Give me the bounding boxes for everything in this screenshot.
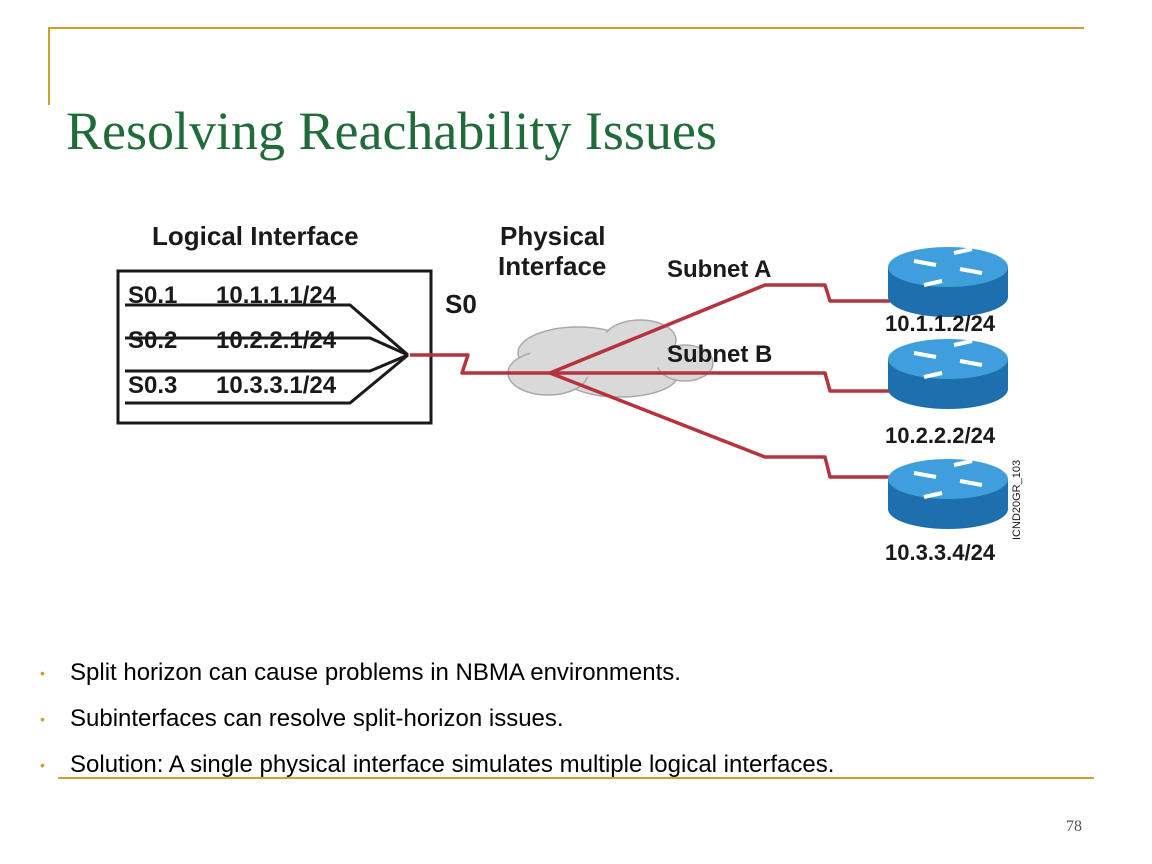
bullet-list [40, 650, 1100, 788]
figure-code: ICND20GR_103 [1011, 459, 1023, 540]
router-icon [888, 339, 1008, 409]
page-number: 78 [1066, 818, 1082, 835]
physical-interface-label-line1: Physical [500, 221, 606, 251]
router-ip-label: 10.1.1.2/24 [885, 311, 996, 336]
subnet-a-label: Subnet A [667, 256, 772, 283]
network-diagram [100, 205, 1060, 585]
slide-title: Resolving Reachability Issues [66, 101, 717, 161]
subinterface-ip: 10.3.3.1/24 [216, 372, 337, 399]
bullet-dot-icon: • [40, 757, 45, 773]
physical-interface-label-line2: Interface [498, 251, 607, 281]
bullet-dot-icon: • [40, 665, 45, 681]
bottom-decoration-line [58, 777, 1094, 779]
router-icon [888, 247, 1008, 317]
bullet-dot-icon: • [40, 711, 45, 727]
top-decoration-line [48, 27, 1084, 29]
router-icon [888, 459, 1008, 529]
router-ip-label: 10.2.2.2/24 [885, 423, 996, 448]
bullet-item: • Subinterfaces can resolve split-horizon issues. [40, 696, 1100, 742]
router-ip-label: 10.3.3.4/24 [885, 540, 996, 565]
bullet-item: • Split horizon can cause problems in NBMA environments. [40, 650, 1100, 696]
subinterface-ip: 10.1.1.1/24 [216, 282, 337, 309]
subinterface-name: S0.1 [128, 282, 178, 309]
physical-port-label: S0 [445, 289, 477, 319]
left-decoration-line [48, 27, 50, 105]
bullet-item: • Solution: A single physical interface simulates multiple logical interfaces. [40, 742, 1100, 788]
subinterface-ip: 10.2.2.1/24 [216, 327, 337, 354]
subinterface-name: S0.2 [128, 327, 178, 354]
logical-interface-label: Logical Interface [152, 221, 359, 251]
subnet-b-label: Subnet B [667, 341, 773, 368]
subinterface-name: S0.3 [128, 372, 178, 399]
